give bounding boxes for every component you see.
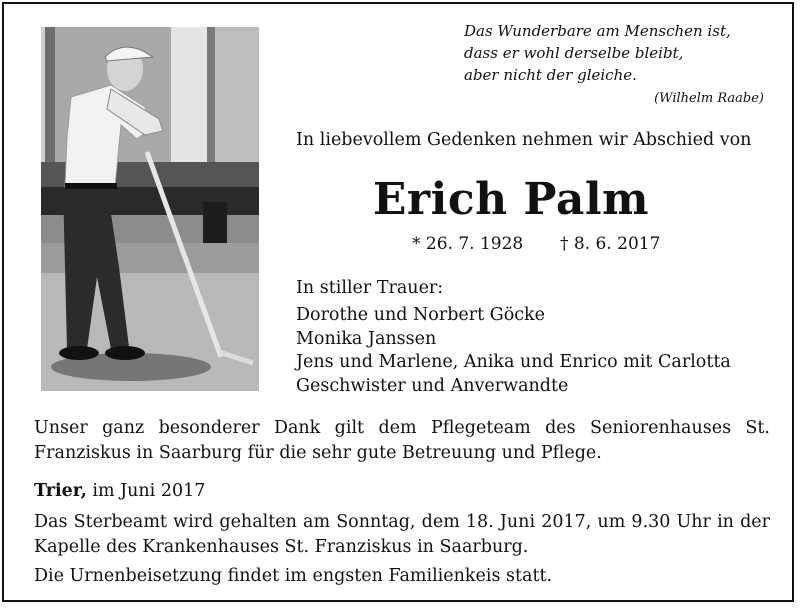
quote-line: Das Wunderbare am Menschen ist, bbox=[464, 22, 731, 40]
portrait-photo bbox=[41, 27, 259, 391]
quote-line: dass er wohl derselbe bleibt, bbox=[464, 44, 684, 62]
quote-line: aber nicht der gleiche. bbox=[464, 66, 637, 84]
family-member: Monika Janssen bbox=[296, 328, 437, 349]
mourning-label: In stiller Trauer: bbox=[296, 278, 444, 298]
birth-date: * 26. 7. 1928 bbox=[412, 234, 524, 254]
quote-block bbox=[464, 20, 764, 110]
urn-paragraph: Die Urnenbeisetzung findet im engsten Familienkeis statt. bbox=[34, 566, 553, 586]
place: Trier, bbox=[34, 481, 87, 501]
intro-text: In liebevollem Gedenken nehmen wir Abschied von bbox=[296, 130, 752, 150]
family-member: Geschwister und Anverwandte bbox=[296, 375, 569, 396]
obituary-notice bbox=[2, 2, 794, 602]
deceased-name: Erich Palm bbox=[372, 174, 650, 225]
family-list bbox=[296, 304, 731, 398]
thanks-paragraph: Unser ganz besonderer Dank gilt dem Pflegeteam des Seniorenhauses St. Franziskus in Saarburg für die sehr gute Betreuung und Pflege. bbox=[34, 418, 770, 463]
portrait-photo-illustration bbox=[41, 27, 259, 391]
service-paragraph: Das Sterbeamt wird gehalten am Sonntag, dem 18. Juni 2017, um 9.30 Uhr in der Kapelle des Krankenhauses St. Franziskus in Saarburg. bbox=[34, 512, 770, 557]
quote-author: (Wilhelm Raabe) bbox=[654, 91, 764, 106]
date: im Juni 2017 bbox=[92, 481, 206, 501]
place-date-line bbox=[34, 481, 205, 501]
family-member: Jens und Marlene, Anika und Enrico mit Carlotta bbox=[296, 352, 731, 372]
death-date: † 8. 6. 2017 bbox=[560, 234, 661, 254]
family-member: Dorothe und Norbert Göcke bbox=[296, 305, 546, 325]
